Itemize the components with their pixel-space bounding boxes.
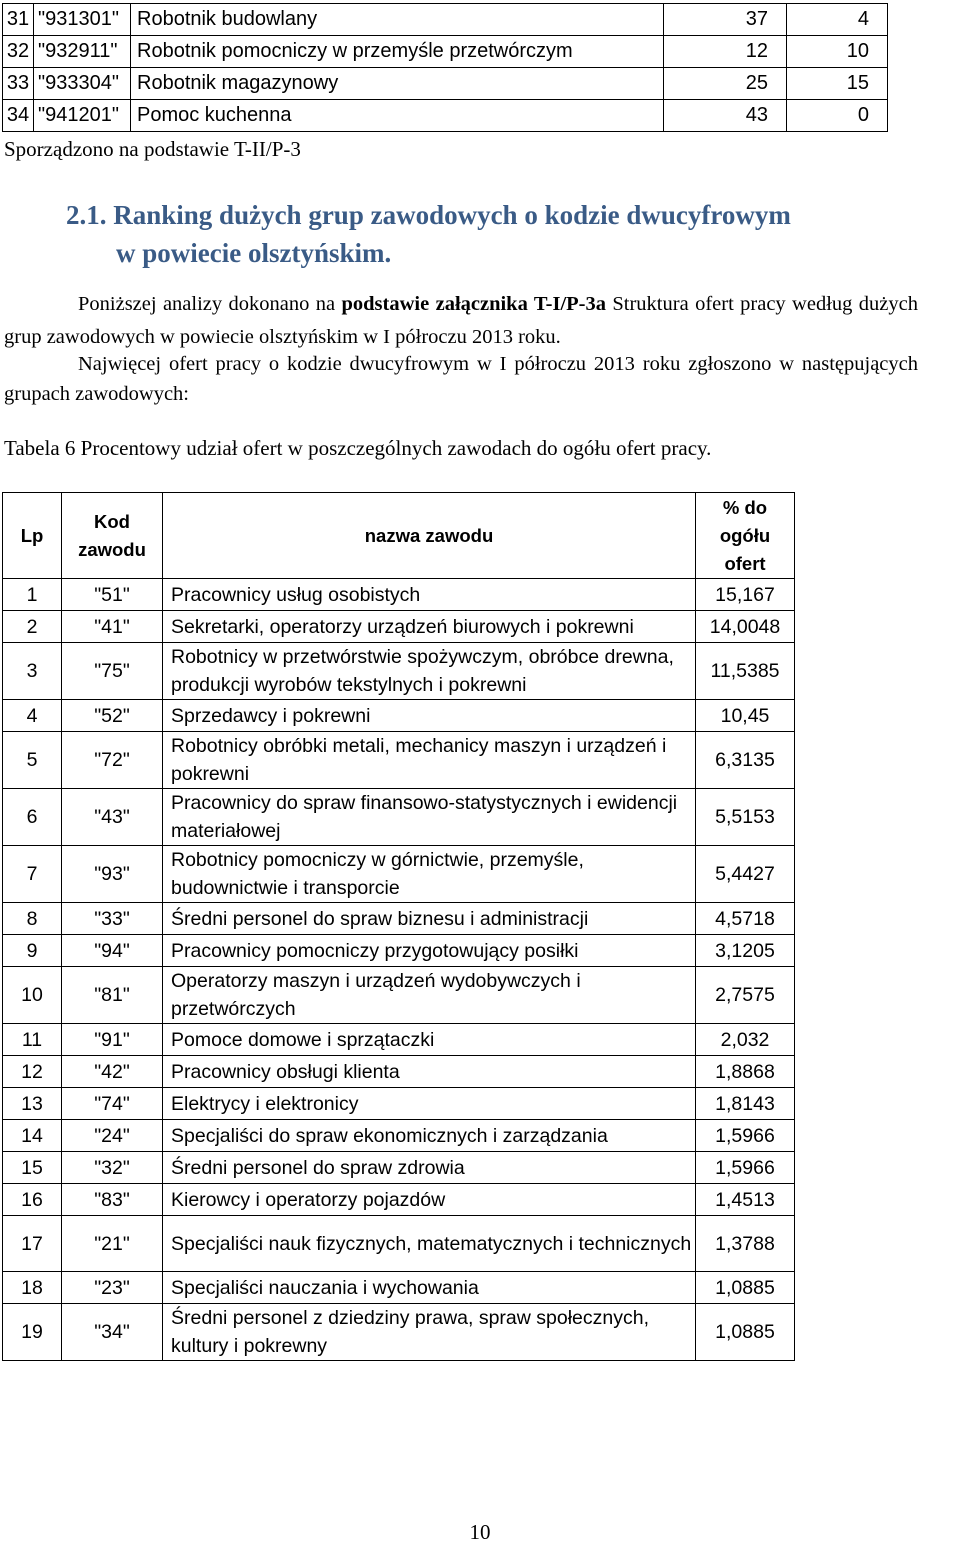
cell-lp: 13 <box>3 1088 62 1120</box>
cell-lp: 32 <box>3 36 34 68</box>
cell-v1: 37 <box>664 4 787 36</box>
table-row <box>3 1216 795 1272</box>
cell-name: Pracownicy do spraw finansowo-statystycznych i ewidencji materiałowej <box>163 789 696 846</box>
cell-pct: 1,5966 <box>696 1152 795 1184</box>
cell-lp: 34 <box>3 100 34 132</box>
cell-lp: 12 <box>3 1056 62 1088</box>
cell-lp: 33 <box>3 68 34 100</box>
cell-name: Pomoc kuchenna <box>131 100 664 132</box>
cell-name: Pracownicy usług osobistych <box>163 579 696 611</box>
cell-pct: 1,8868 <box>696 1056 795 1088</box>
cell-pct: 1,5966 <box>696 1120 795 1152</box>
cell-pct: 1,3788 <box>696 1216 795 1272</box>
cell-name: Elektrycy i elektronicy <box>163 1088 696 1120</box>
cell-pct: 15,167 <box>696 579 795 611</box>
cell-kod: "51" <box>62 579 163 611</box>
section-title-line2: w powiecie olsztyńskim. <box>116 238 392 268</box>
cell-pct: 6,3135 <box>696 732 795 789</box>
cell-name: Robotnicy w przetwórstwie spożywczym, obróbce drewna, produkcji wyrobów tekstylnych i pokrewni <box>163 643 696 700</box>
cell-v2: 10 <box>787 36 888 68</box>
section-heading <box>66 196 791 272</box>
cell-pct: 1,8143 <box>696 1088 795 1120</box>
cell-pct: 1,4513 <box>696 1184 795 1216</box>
cell-lp: 7 <box>3 846 62 903</box>
summary-paragraph: Najwięcej ofert pracy o kodzie dwucyfrowym w I półroczu 2013 roku zgłoszono w następujących grupach zawodowych: <box>4 353 918 405</box>
table-row <box>3 4 888 36</box>
cell-lp: 16 <box>3 1184 62 1216</box>
cell-kod: "94" <box>62 935 163 967</box>
section-title-line1: Ranking dużych grup zawodowych o kodzie dwucyfrowym <box>113 200 791 230</box>
para1-pre: Poniższej analizy dokonano na <box>78 293 342 315</box>
cell-kod: "83" <box>62 1184 163 1216</box>
cell-lp: 11 <box>3 1024 62 1056</box>
table-row <box>3 1120 795 1152</box>
cell-name: Robotnicy obróbki metali, mechanicy maszyn i urządzeń i pokrewni <box>163 732 696 789</box>
table-row <box>3 1088 795 1120</box>
cell-lp: 2 <box>3 611 62 643</box>
cell-pct: 5,5153 <box>696 789 795 846</box>
cell-v2: 0 <box>787 100 888 132</box>
cell-pct: 11,5385 <box>696 643 795 700</box>
cell-lp: 4 <box>3 700 62 732</box>
cell-name: Robotnik budowlany <box>131 4 664 36</box>
cell-lp: 5 <box>3 732 62 789</box>
cell-kod: "74" <box>62 1088 163 1120</box>
cell-pct: 10,45 <box>696 700 795 732</box>
cell-name: Pomoce domowe i sprzątaczki <box>163 1024 696 1056</box>
cell-kod: "52" <box>62 700 163 732</box>
para1-bold: podstawie załącznika T-I/P-3a <box>341 293 606 315</box>
cell-name: Specjaliści do spraw ekonomicznych i zarządzania <box>163 1120 696 1152</box>
cell-kod: "932911" <box>34 36 131 68</box>
cell-kod: "41" <box>62 611 163 643</box>
cell-pct: 2,7575 <box>696 967 795 1024</box>
cell-name: Sprzedawcy i pokrewni <box>163 700 696 732</box>
cell-name: Robotnik pomocniczy w przemyśle przetwórczym <box>131 36 664 68</box>
cell-kod: "933304" <box>34 68 131 100</box>
cell-kod: "21" <box>62 1216 163 1272</box>
cell-lp: 15 <box>3 1152 62 1184</box>
cell-v1: 12 <box>664 36 787 68</box>
cell-kod: "93" <box>62 846 163 903</box>
cell-kod: "32" <box>62 1152 163 1184</box>
table-row <box>3 1152 795 1184</box>
table-row <box>3 643 795 700</box>
header-lp: Lp <box>3 493 62 579</box>
cell-v2: 15 <box>787 68 888 100</box>
cell-lp: 1 <box>3 579 62 611</box>
cell-kod: "34" <box>62 1304 163 1361</box>
table-row <box>3 789 795 846</box>
cell-kod: "42" <box>62 1056 163 1088</box>
cell-lp: 19 <box>3 1304 62 1361</box>
ranking-table <box>2 492 795 1361</box>
cell-kod: "23" <box>62 1272 163 1304</box>
cell-kod: "941201" <box>34 100 131 132</box>
cell-name: Operatorzy maszyn i urządzeń wydobywczych i przetwórczych <box>163 967 696 1024</box>
cell-kod: "72" <box>62 732 163 789</box>
cell-v1: 25 <box>664 68 787 100</box>
cell-lp: 10 <box>3 967 62 1024</box>
cell-v2: 4 <box>787 4 888 36</box>
cell-name: Pracownicy obsługi klienta <box>163 1056 696 1088</box>
cell-pct: 1,0885 <box>696 1272 795 1304</box>
table-row <box>3 36 888 68</box>
cell-name: Robotnik magazynowy <box>131 68 664 100</box>
table-row <box>3 1056 795 1088</box>
table-row <box>3 732 795 789</box>
cell-name: Robotnicy pomocniczy w górnictwie, przemyśle, budownictwie i transporcie <box>163 846 696 903</box>
table-caption: Tabela 6 Procentowy udział ofert w poszczególnych zawodach do ogółu ofert pracy. <box>4 436 712 460</box>
cell-name: Pracownicy pomocniczy przygotowujący posiłki <box>163 935 696 967</box>
table-header-row <box>3 493 795 579</box>
section-number: 2.1. <box>66 200 107 230</box>
table-row <box>3 1184 795 1216</box>
cell-name: Sekretarki, operatorzy urządzeń biurowych i pokrewni <box>163 611 696 643</box>
cell-kod: "24" <box>62 1120 163 1152</box>
table-row <box>3 903 795 935</box>
cell-name: Średni personel z dziedziny prawa, spraw społecznych, kultury i pokrewny <box>163 1304 696 1361</box>
cell-name: Kierowcy i operatorzy pojazdów <box>163 1184 696 1216</box>
intro-paragraph <box>4 288 918 354</box>
cell-pct: 14,0048 <box>696 611 795 643</box>
table-row <box>3 967 795 1024</box>
cell-lp: 17 <box>3 1216 62 1272</box>
cell-kod: "931301" <box>34 4 131 36</box>
table-row <box>3 611 795 643</box>
cell-kod: "91" <box>62 1024 163 1056</box>
cell-lp: 3 <box>3 643 62 700</box>
table-row <box>3 68 888 100</box>
table-row <box>3 846 795 903</box>
table-row <box>3 1272 795 1304</box>
continuation-table <box>2 3 888 132</box>
cell-kod: "75" <box>62 643 163 700</box>
cell-name: Specjaliści nauczania i wychowania <box>163 1272 696 1304</box>
table-row <box>3 700 795 732</box>
cell-v1: 43 <box>664 100 787 132</box>
table-row <box>3 1024 795 1056</box>
cell-lp: 6 <box>3 789 62 846</box>
source-note: Sporządzono na podstawie T-II/P-3 <box>4 137 301 161</box>
cell-pct: 1,0885 <box>696 1304 795 1361</box>
table-row <box>3 579 795 611</box>
cell-kod: "33" <box>62 903 163 935</box>
cell-kod: "81" <box>62 967 163 1024</box>
cell-lp: 18 <box>3 1272 62 1304</box>
table-row <box>3 935 795 967</box>
cell-lp: 14 <box>3 1120 62 1152</box>
para1-post: Struktura ofert pracy według dużych grup zawodowych w powiecie olsztyńskim w I półroczu 2013 roku. <box>4 293 918 348</box>
header-pct: % do ogółu ofert <box>696 493 795 579</box>
cell-lp: 9 <box>3 935 62 967</box>
cell-name: Średni personel do spraw biznesu i administracji <box>163 903 696 935</box>
header-kod: Kod zawodu <box>62 493 163 579</box>
cell-lp: 31 <box>3 4 34 36</box>
cell-name: Średni personel do spraw zdrowia <box>163 1152 696 1184</box>
cell-name: Specjaliści nauk fizycznych, matematycznych i technicznych <box>163 1216 696 1272</box>
cell-lp: 8 <box>3 903 62 935</box>
cell-pct: 5,4427 <box>696 846 795 903</box>
cell-pct: 2,032 <box>696 1024 795 1056</box>
header-name: nazwa zawodu <box>163 493 696 579</box>
table-row <box>3 1304 795 1361</box>
cell-pct: 3,1205 <box>696 935 795 967</box>
cell-kod: "43" <box>62 789 163 846</box>
page-number: 10 <box>469 1520 491 1544</box>
cell-pct: 4,5718 <box>696 903 795 935</box>
table-row <box>3 100 888 132</box>
